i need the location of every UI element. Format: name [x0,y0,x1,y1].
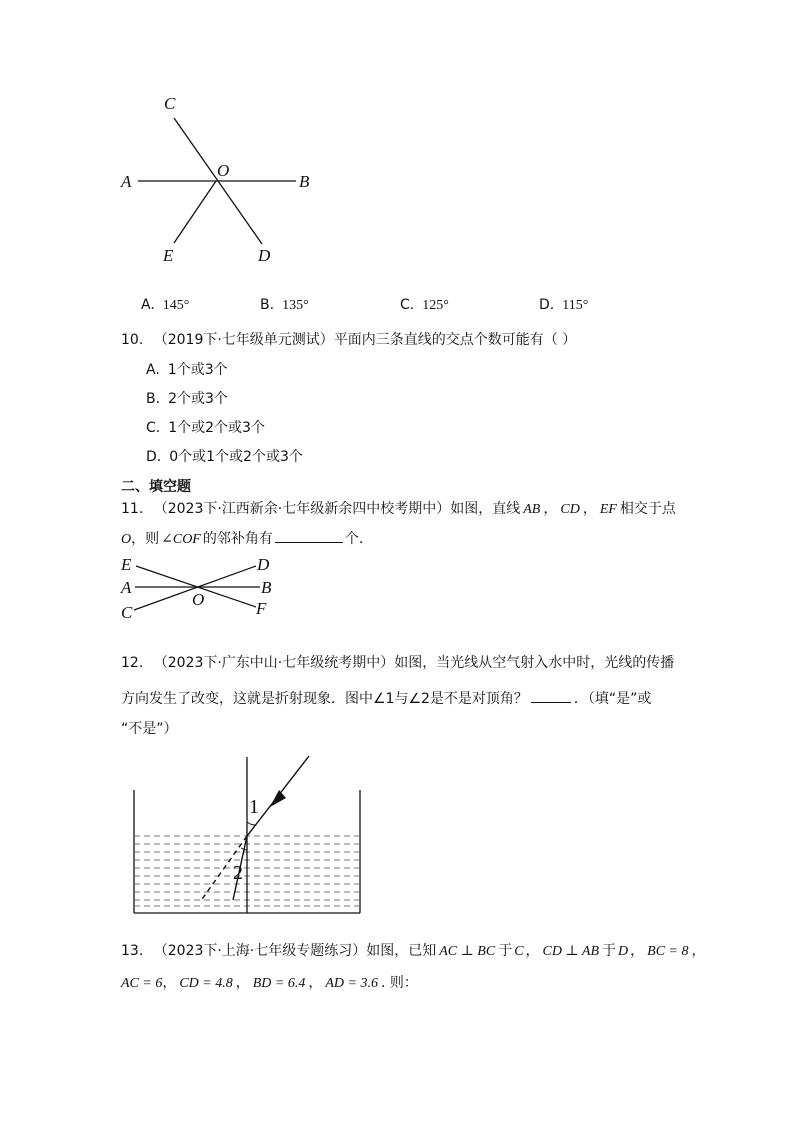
q10-number: 10. [121,332,144,348]
q9-option-d[interactable]: D. 115° [539,297,589,313]
q13-line2: AC = 6， CD = 4.8 ， BD = 6.4 ， AD = 3.6 . 则： [121,975,418,991]
q13-source: （2023下·上海·七年级专题练习） [153,943,367,959]
fig11-label-o: O [192,590,205,609]
angle-1-arc [247,822,256,825]
q12-source: （2023下·广东中山·七年级统考期中） [153,655,395,671]
fig12-label-2: 2 [233,862,243,884]
fig9-label-e: E [163,246,174,265]
fig9-label-b: B [299,172,310,191]
q10-option-a[interactable]: A. 1个或3个 [146,362,228,378]
q10-option-c[interactable]: C. 1个或2个或3个 [146,420,265,436]
q11-line2: O，则 ∠COF 的邻补角有 个. [121,528,363,548]
fig11-label-b: B [261,578,272,597]
fig11-label-e: E [121,555,132,574]
q10-source: （2019下·七年级单元测试） [153,332,334,348]
fig9-label-c: C [164,94,176,113]
q10-text: 平面内三条直线的交点个数可能有（ ） [333,332,577,348]
q12-number: 12. [121,655,144,671]
q9-option-a[interactable]: A. 145° [141,297,190,313]
q9-option-b[interactable]: B. 135° [260,297,309,313]
q10-option-b[interactable]: B. 2个或3个 [146,391,228,407]
q12-line1: 12. （2023下·广东中山·七年级统考期中）如图，当光线从空气射入水中时，光线的传播 [121,655,675,671]
fig11-label-a: A [121,578,132,597]
q11-source: （2023下·江西新余·七年级新余四中校考期中） [153,501,451,517]
ray-arrowhead [270,790,286,807]
fig11-label-d: D [257,555,270,574]
fig9-label-a: A [121,172,132,191]
q9-option-c[interactable]: C. 125° [400,297,449,313]
q12-line3: “不是”） [121,721,178,737]
fig9-label-d: D [258,246,271,265]
section-title-fill-blank: 二、填空题 [121,479,191,495]
fig11-label-c: C [121,603,133,622]
q10-option-d[interactable]: D. 0个或1个或2个或3个 [146,449,303,465]
q11-line1: 11. （2023下·江西新余·七年级新余四中校考期中）如图，直线 AB ， CD ， EF 相交于点 [121,501,676,517]
fig12-label-1: 1 [249,796,259,818]
q12-line2: 方向发生了改变，这就是折射现象．图中∠1与∠2是不是对顶角？ ．（填“是”或 [121,688,651,708]
fig11-label-f: F [256,599,267,618]
q13-line1: 13. （2023下·上海·七年级专题练习）如图，已知 AC ⊥ BC 于 C ， CD ⊥ AB 于 D ， BC = 8 ， [121,943,706,959]
q13-number: 13. [121,943,144,959]
fig9-label-o: O [217,161,230,180]
q11-number: 11. [121,501,144,517]
